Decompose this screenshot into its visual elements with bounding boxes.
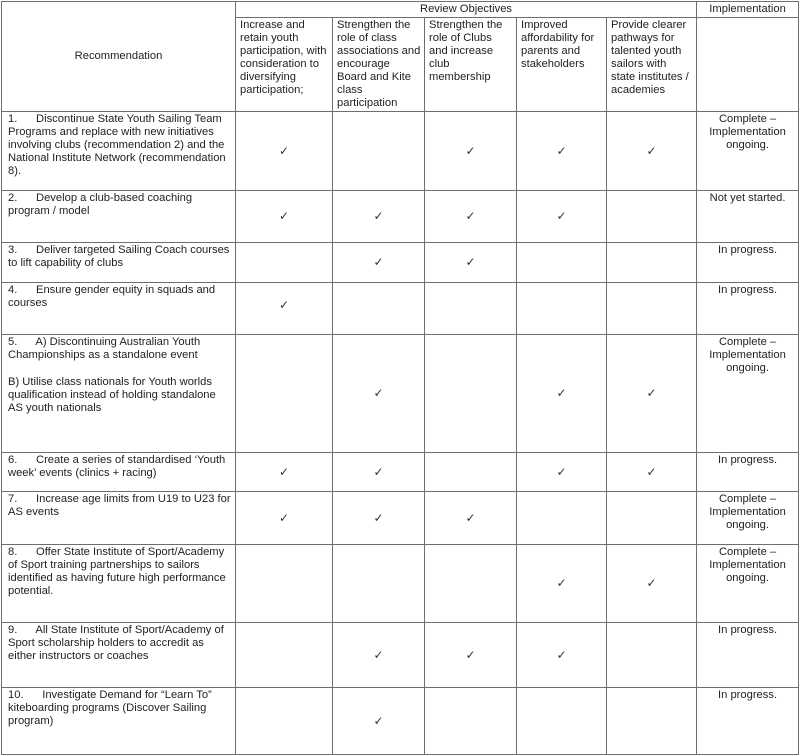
objective-check-cell-5 — [607, 453, 697, 492]
table-row — [2, 243, 799, 283]
recommendation-description: Ensure gender equity in squads and courses — [8, 284, 216, 309]
implementation-status: Not yet started. — [697, 191, 799, 243]
objective-check-cell-4 — [517, 623, 607, 688]
objective-check-cell-3 — [425, 243, 517, 283]
recommendation-cell — [2, 492, 236, 545]
objective-check-cell-2 — [333, 492, 425, 545]
recommendation-cell — [2, 283, 236, 335]
recommendation-text — [8, 192, 232, 218]
objective-header-5: Provide clearer pathways for talented youth sailors with state institutes / academies — [607, 18, 697, 112]
checkmark-icon: ✓ — [373, 510, 384, 525]
checkmark-icon: ✓ — [465, 510, 476, 525]
table-row — [2, 191, 799, 243]
recommendation-number: 3. — [8, 244, 18, 256]
recommendation-description: Discontinue State Youth Sailing Team Programs and replace with new initiatives involving clubs (recommendation 2) and the National Institute Network (recommendation 8). — [8, 113, 226, 177]
table-row — [2, 623, 799, 688]
table-row — [2, 492, 799, 545]
objective-check-cell-1 — [236, 335, 333, 453]
recommendation-text — [8, 493, 232, 519]
checkmark-icon: ✓ — [373, 464, 384, 479]
recommendation-description: Deliver targeted Sailing Coach courses to lift capability of clubs — [8, 244, 230, 269]
objective-check-cell-5 — [607, 191, 697, 243]
objective-check-cell-5 — [607, 545, 697, 623]
recommendation-cell — [2, 453, 236, 492]
checkmark-icon: ✓ — [465, 647, 476, 662]
objective-check-cell-4 — [517, 688, 607, 755]
objective-check-cell-4 — [517, 335, 607, 453]
objective-check-cell-5 — [607, 112, 697, 191]
recommendation-description: Offer State Institute of Sport/Academy of Sport training partnerships to sailors identified as having future high performance potential. — [8, 546, 226, 597]
objective-check-cell-4 — [517, 453, 607, 492]
recommendation-description: Develop a club-based coaching program / model — [8, 192, 193, 217]
implementation-header: Implementation — [697, 2, 799, 18]
recommendation-text — [8, 546, 232, 598]
implementation-status: Complete – Implementation ongoing. — [697, 545, 799, 623]
recommendation-number: 9. — [8, 624, 18, 636]
objective-header-4: Improved affordability for parents and stakeholders — [517, 18, 607, 112]
objective-check-cell-3 — [425, 492, 517, 545]
recommendation-number: 10. — [8, 689, 24, 701]
checkmark-icon: ✓ — [556, 386, 567, 400]
objective-check-cell-4 — [517, 243, 607, 283]
objective-check-cell-3 — [425, 545, 517, 623]
recommendation-cell — [2, 623, 236, 688]
recommendation-description: A) Discontinuing Australian Youth Championships as a standalone event — [8, 336, 201, 361]
recommendation-cell — [2, 191, 236, 243]
objective-check-cell-2 — [333, 243, 425, 283]
objective-check-cell-1 — [236, 688, 333, 755]
implementation-status: Complete – Implementation ongoing. — [697, 112, 799, 191]
checkmark-icon: ✓ — [646, 464, 657, 479]
objective-check-cell-2 — [333, 545, 425, 623]
recommendation-text — [8, 624, 232, 663]
implementation-status: In progress. — [697, 688, 799, 755]
checkmark-icon: ✓ — [278, 510, 290, 525]
checkmark-icon: ✓ — [556, 143, 567, 158]
review-objectives-header: Review Objectives — [236, 2, 697, 18]
checkmark-icon: ✓ — [465, 143, 476, 158]
recommendation-number: 1. — [8, 113, 18, 125]
implementation-status: In progress. — [697, 243, 799, 283]
recommendation-text — [8, 689, 232, 728]
checkmark-icon: ✓ — [373, 647, 384, 662]
recommendation-number: 8. — [8, 546, 18, 558]
checkmark-icon: ✓ — [373, 713, 384, 728]
recommendation-text — [8, 336, 232, 362]
objective-check-cell-1 — [236, 112, 333, 191]
objective-check-cell-1 — [236, 243, 333, 283]
objective-check-cell-3 — [425, 688, 517, 755]
objective-check-cell-3 — [425, 623, 517, 688]
checkmark-icon: ✓ — [278, 464, 290, 479]
objective-check-cell-4 — [517, 283, 607, 335]
objective-check-cell-1 — [236, 545, 333, 623]
implementation-subheader — [697, 18, 799, 112]
recommendation-text — [8, 244, 232, 270]
objective-check-cell-1 — [236, 492, 333, 545]
objective-check-cell-1 — [236, 453, 333, 492]
recommendation-description: All State Institute of Sport/Academy of Sport scholarship holders to accredit as either instructors or coaches — [8, 624, 224, 662]
table-row — [2, 688, 799, 755]
checkmark-icon: ✓ — [556, 647, 567, 662]
recommendations-table — [1, 1, 799, 755]
checkmark-icon: ✓ — [278, 209, 290, 223]
checkmark-icon: ✓ — [556, 209, 567, 223]
recommendation-cell — [2, 112, 236, 191]
objective-check-cell-2 — [333, 191, 425, 243]
objective-check-cell-2 — [333, 453, 425, 492]
objective-check-cell-3 — [425, 112, 517, 191]
objective-check-cell-5 — [607, 623, 697, 688]
recommendation-number: 7. — [8, 493, 18, 505]
table-row — [2, 335, 799, 453]
objective-check-cell-3 — [425, 335, 517, 453]
recommendation-description: Investigate Demand for “Learn To” kiteboarding programs (Discover Sailing program) — [8, 689, 212, 727]
objective-check-cell-4 — [517, 545, 607, 623]
table-row — [2, 453, 799, 492]
implementation-status: In progress. — [697, 453, 799, 492]
objective-check-cell-3 — [425, 283, 517, 335]
recommendation-description-b: B) Utilise class nationals for Youth worlds qualification instead of holding standalone AS youth nationals — [8, 376, 216, 414]
recommendation-number: 5. — [8, 336, 18, 348]
checkmark-icon: ✓ — [373, 209, 384, 223]
table-row — [2, 545, 799, 623]
implementation-status: In progress. — [697, 623, 799, 688]
objective-check-cell-1 — [236, 623, 333, 688]
checkmark-icon: ✓ — [646, 143, 657, 158]
table-row — [2, 283, 799, 335]
implementation-status: Complete – Implementation ongoing. — [697, 335, 799, 453]
recommendation-cell — [2, 688, 236, 755]
objective-header-3: Strengthen the role of Clubs and increase club membership — [425, 18, 517, 112]
checkmark-icon: ✓ — [646, 386, 657, 400]
recommendation-text — [8, 113, 232, 178]
recommendation-cell — [2, 335, 236, 453]
checkmark-icon: ✓ — [373, 255, 384, 269]
recommendation-number: 2. — [8, 192, 18, 204]
objective-check-cell-2 — [333, 688, 425, 755]
header-row-top — [2, 2, 799, 18]
objective-check-cell-5 — [607, 688, 697, 755]
objective-check-cell-5 — [607, 492, 697, 545]
objective-check-cell-4 — [517, 191, 607, 243]
checkmark-icon: ✓ — [465, 209, 476, 223]
recommendation-description: Increase age limits from U19 to U23 for AS events — [8, 493, 231, 518]
checkmark-icon: ✓ — [646, 576, 657, 590]
objective-header-1: Increase and retain youth participation, with consideration to diversifying participation; — [236, 18, 333, 112]
recommendation-text — [8, 284, 232, 310]
objective-check-cell-3 — [425, 453, 517, 492]
objective-check-cell-1 — [236, 191, 333, 243]
objective-check-cell-2 — [333, 112, 425, 191]
implementation-status: Complete – Implementation ongoing. — [697, 492, 799, 545]
checkmark-icon: ✓ — [556, 576, 567, 590]
objective-check-cell-5 — [607, 335, 697, 453]
objective-check-cell-2 — [333, 623, 425, 688]
objective-check-cell-4 — [517, 492, 607, 545]
recommendation-cell — [2, 545, 236, 623]
objective-check-cell-1 — [236, 283, 333, 335]
recommendation-number: 6. — [8, 454, 18, 466]
recommendation-text — [8, 454, 232, 480]
implementation-status: In progress. — [697, 283, 799, 335]
objective-check-cell-2 — [333, 335, 425, 453]
recommendation-cell — [2, 243, 236, 283]
objective-check-cell-3 — [425, 191, 517, 243]
recommendation-description: Create a series of standardised ‘Youth week’ events (clinics + racing) — [8, 454, 226, 479]
recommendation-header: Recommendation — [2, 2, 236, 112]
table-row — [2, 112, 799, 191]
objective-check-cell-4 — [517, 112, 607, 191]
objective-check-cell-2 — [333, 283, 425, 335]
objective-check-cell-5 — [607, 243, 697, 283]
recommendation-number: 4. — [8, 284, 18, 296]
checkmark-icon: ✓ — [278, 298, 290, 312]
objective-check-cell-5 — [607, 283, 697, 335]
checkmark-icon: ✓ — [373, 386, 384, 400]
checkmark-icon: ✓ — [278, 143, 290, 158]
objective-header-2: Strengthen the role of class associations and encourage Board and Kite class participation — [333, 18, 425, 112]
checkmark-icon: ✓ — [465, 255, 476, 269]
checkmark-icon: ✓ — [556, 464, 567, 479]
